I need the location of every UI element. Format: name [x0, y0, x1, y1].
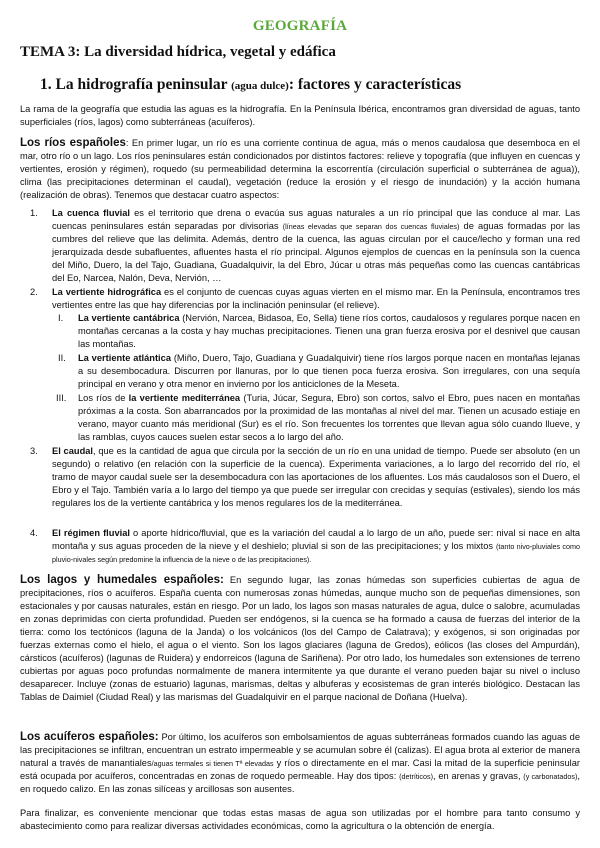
subitem-heading: la vertiente mediterránea	[128, 393, 241, 403]
aquifers-text-c: , en arenas y gravas,	[433, 771, 524, 781]
aquifers-heading: Los acuíferos españoles:	[20, 731, 159, 743]
list-item	[52, 445, 580, 510]
item-number: 3.	[30, 446, 38, 456]
item-note: (líneas elevadas que separan dos cuencas fluviales)	[282, 222, 460, 231]
aquifers-paragraph	[20, 731, 580, 796]
rivers-text: : En primer lugar, un río es una corriente continua de agua, más o menos caudalosa que desemboca en el mar, otro río o un lago. Los ríos peninsulares están condicionados por distintos factores: relieve y topografía (que influyen en cuencas y vertientes, erosión y régimen), roquedo (su permeabilidad determina la escorrentía (circulación superficial o subterránea de agua)), clima (las precipitaciones determinan el caudal), vegetación (reduce la erosión y el riesgo de inundación) y la acción humana (realización de obras). Tenemos que destacar cuatro aspectos:	[20, 138, 580, 200]
item-text-cont: de aguas formadas por las cumbres del relieve que las delimita. Además, dentro de la cuenca, las aguas circulan por el cauce/lecho y forman una red jerarquizada desde subafluentes, afluentes hasta el río principal. Algunos ejemplos de cuencas en la península son la cuenca del Miño, Duero, la del Tajo, Guadiana, Guadalquivir, la del Ebro, Júcar u otras más pequeñas como las cuencas cantábricas del Eo, Narcea, Nalón, Deva, Nervión, …	[52, 221, 580, 283]
subitem-prefix: Los ríos de	[78, 393, 129, 403]
sub-list-item	[78, 392, 580, 444]
lakes-text: En segundo lugar, las zonas húmedas son superficies cubiertas de agua de precipitaciones, ríos o acuíferos. España cuenta con numerosas zonas húmedas, aunque mucho son de pequeñas dimensiones, son estacionales y por causas naturales, están en riesgo. Por un lado, los lagos son masas naturales de agua, dulce o salobre, acumuladas en zonas deprimidas con cierta profundidad. Pueden ser endógenos, si la cuenca se ha formado a causa de fuerzas del interior de la tierra: como los tectónicos (laguna de la Janda) o los volcánicos (los del Campo de Calatrava); y exógenos, si son originadas por fuerzas externas como el hielo, el agua o el viento. Son los lagos glaciares (laguna de Gredos), eólicos (las closes del Ampurdán), cársticos (acuíferos) (lagunas de Ruidera) y endorreicos (laguna de Sariñena). Por otro lado, los humedales son extensiones de terreno cubiertas por aguas poco profundas normalmente de manera intermitente ya que durante el verano pueden bajar su nivel o incluso desaparecer. Incluye (zonas de estuario) lagunas, marismas, deltas y albuferas y ecosistemas de gran interés biológico. Destacan las Tablas de Daimiel (Ciudad Real) y las marismas del Guadalquivir en el parque nacional de Doñana (Huelva).	[20, 575, 581, 702]
subitem-heading: La vertiente cantábrica	[78, 313, 180, 323]
list-item	[52, 207, 580, 285]
item-text: es el territorio que drena o evacúa sus aguas naturales a un río principal que las conduce al mar. Las cuencas peninsulares están separadas por divisorias	[52, 208, 580, 231]
subitem-text: (Turia, Júcar, Segura, Ebro) son cortos, salvo el Ebro, pues nacen en montañas próximas a la costa. Son abarrancados por la proximidad de las montañas al nivel del mar. Tienen un acusado estiaje en verano, mayor cuanto más meridional (Sur) es el río. Son frecuentes los torrentes que llevan agua sólo cuando llueve, y las ramblas, cuyos cauces suelen estar secos a lo largo del año.	[78, 393, 580, 442]
list-item	[52, 527, 580, 566]
section-title-note: (agua dulce)	[231, 80, 289, 92]
item-heading: La vertiente hidrográfica	[52, 287, 162, 297]
item-heading: La cuenca fluvial	[52, 208, 131, 218]
item-heading: El caudal	[52, 446, 93, 456]
section-title	[40, 76, 461, 94]
item-number: 1.	[30, 208, 38, 218]
item-text: , que es la cantidad de agua que circula por la sección de un río en una unidad de tiempo. Puede ser absoluto (en un segundo) o relativo (en relación con la superficie de la cuenca). Experimenta variaciones, a lo largo del recorrido del río, el tramo de mayor caudal suele ser la desembocadura con las aportaciones de los afluentes. Los más caudalosos son el Duero, el Ebro y el Tajo. También varía a lo largo del tiempo ya que puede ser irregular con crecidas y sequías (estivales), siendo los más regulares los de la vertiente cantábrica y los menos regulares los de la mediterránea.	[52, 446, 580, 508]
closing-paragraph: Para finalizar, es conveniente mencionar que todas estas masas de agua son utilizadas por el hombre para tanto consumo y abastecimiento como para realizar diversas actividades económicas, como la agricultura o la obtención de energía.	[20, 808, 580, 831]
item-text: o aporte hídrico/fluvial, que es la variación del caudal a lo largo de un año, puede ser: nival si nace en alta montaña y sus aguas proceden de la nieve y el deshielo; pluvial si son de las precipitaciones; y los mixtos	[52, 528, 580, 551]
section-number: 1.	[40, 76, 52, 93]
item-note: (tanto nivo-pluviales como pluvio-nivales según predomine la influencia de la nieve o de las precipitaciones).	[52, 542, 581, 564]
intro-paragraph: La rama de la geografía que estudia las aguas es la hidrografía. En la Península Ibérica, encontramos gran diversidad de aguas, tanto superficiales (ríos, lagos) como subterráneas (acuíferos).	[20, 104, 580, 127]
lakes-paragraph	[20, 574, 580, 704]
subitem-number: I.	[58, 313, 64, 323]
sub-list-item	[78, 312, 580, 351]
aquifers-text: Por último, los acuíferos son embolsamientos de aguas subterráneas formados cuando las aguas de las precipitaciones se infiltran, encuentran un estrato impermeable y se acumulan sobre él (calizas). El agua brota al exterior de manera natural a través de manantiales	[20, 732, 580, 768]
subitem-text: (Nervión, Narcea, Bidasoa, Eo, Sella) tiene ríos cortos, caudalosos y regulares porque nacen en montañas cercanas a la costa y hay muchas precipitaciones. Tienen una gran fuerza erosiva por el desnivel que causan las montañas.	[78, 313, 580, 349]
item-number: 4.	[30, 528, 38, 538]
aquifers-note: /aguas termales si tienen Tª elevadas	[151, 759, 274, 768]
aquifers-note-b: (detríticos)	[399, 772, 434, 781]
item-text: es el conjunto de cuencas cuyas aguas vierten en el mismo mar. En la Península, encontramos tres vertientes entre las que hay diferencias por la inclinación peninsular (el relieve).	[52, 287, 580, 310]
section-title-rest: : factores y características	[288, 76, 462, 93]
item-number: 2.	[30, 287, 38, 297]
subitem-heading: La vertiente atlántica	[78, 353, 171, 363]
section-title-main: La hidrografía peninsular	[55, 76, 228, 93]
rivers-heading: Los ríos españoles	[20, 137, 126, 149]
subitem-text: (Miño, Duero, Tajo, Guadiana y Guadalquivir) tiene ríos largos porque nacen en montañas lejanas a su desembocadura. Discurren por llanuras, por lo que tienen poca fuerza erosiva. Son irregulares, con una sequía principal en verano y otra menor en invierno por los anticiclones de la Meseta.	[78, 353, 580, 389]
subitem-number: II.	[58, 353, 66, 363]
list-item	[52, 286, 580, 312]
item-heading: El régimen fluvial	[52, 528, 130, 538]
lakes-heading: Los lagos y humedales españoles:	[20, 574, 224, 586]
aquifers-note-c: (y carbonatados)	[523, 772, 578, 781]
unit-title: TEMA 3: La diversidad hídrica, vegetal y edáfica	[20, 44, 336, 60]
sub-list-item	[78, 352, 580, 391]
subitem-number: III.	[56, 393, 67, 403]
subject-header: GEOGRAFÍA	[252, 18, 348, 34]
rivers-paragraph	[20, 137, 580, 202]
aquifers-text-d: , en roquedo calizo. En las zonas silíceas y arcillosas son ausentes.	[20, 771, 581, 794]
aquifers-text-b: y ríos o directamente en el mar. Casi la mitad de la superficie peninsular está ocupada por acuíferos, concentradas en zonas de roquedo permeable. Hay dos tipos:	[20, 758, 580, 781]
